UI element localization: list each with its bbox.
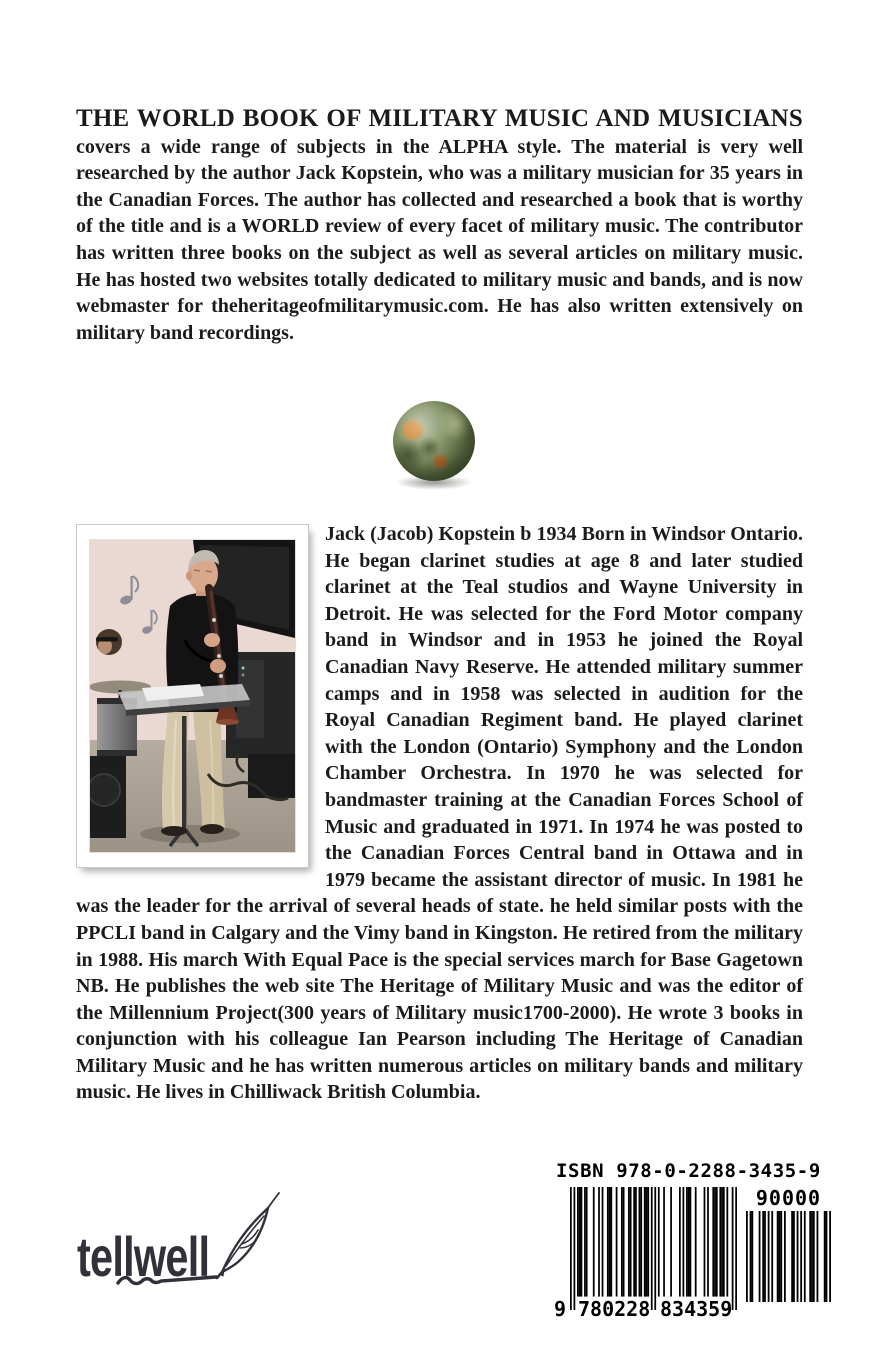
signature-squiggle [116, 1270, 220, 1288]
intro-text: covers a wide range of subjects in the ALPHA style. The material is very well researched by the author Jack Kopstein, who was a military musician for 35 years in the Canadian Forces. The author has collected and researched a book that is worthy of the title and is a WORLD review of every facet of military music. The contributor has written three books on the subject as well as several articles on military music. He has hosted two websites totally dedicated to military music and bands, and is now webmaster for theheritageofmilitarymusic.com. He has also written extensively on military band recordings. [76, 135, 803, 344]
ean5-supplement [746, 1187, 831, 1302]
globe-shadow [395, 475, 473, 490]
quill-feather-icon [214, 1190, 280, 1280]
author-photo-frame [76, 524, 309, 868]
author-photo-illustration [90, 540, 295, 852]
bio-section [76, 521, 803, 1106]
book-title: THE WORLD BOOK OF MILITARY MUSIC AND MUSICIANS [76, 105, 803, 132]
globe-ornament [390, 401, 478, 490]
barcode-block [556, 1160, 832, 1325]
ean5-bars [746, 1211, 831, 1302]
globe-image [393, 401, 475, 481]
supplement-value: 90000 [755, 1186, 822, 1210]
ean13-barcode [556, 1187, 737, 1325]
barcode-row [556, 1187, 832, 1325]
bio-text: Jack (Jacob) Kopstein b 1934 Born in Windsor Ontario. He began clarinet studies at age 8 and later studied clarinet at the Teal studios and Wayne University in Detroit. He was selected for the Ford Motor company band in Windsor and in 1953 he joined the Royal Canadian Navy Reserve. He attended military summer camps and in 1958 was selected in audition for the Royal Canadian Regiment band. He played clarinet with the London (Ontario) Symphony and the London Chamber Orchestra. In 1970 he was selected for bandmaster training at the Canadian Forces School of Music and graduated in 1971. In 1974 he was posted to the Canadian Forces Central band in Ottawa and in 1979 became the assistant director of music. In 1981 he was the leader for the arrival of several heads of state. he held similar posts with the PPCLI band in Calgary and the Vimy band in Kingston. He retired from the military in 1988. His march With Equal Pace is the special services march for Base Gagetown NB. He publishes the web site The Heritage of Military Music and was the editor of the Millennium Project(300 years of Military music1700-2000). He wrote 3 books in conjunction with his colleague Ian Pearson including The Heritage of Canadian Military Music and he has written numerous articles on military bands and military music. He lives in Chilliwack British Columbia. [76, 523, 803, 1104]
barcode-digit-first: 9 [554, 1297, 567, 1321]
barcode-digits-right: 834359 [660, 1297, 733, 1321]
ean13-bars [570, 1187, 737, 1310]
publisher-wordmark: tellwell [77, 1225, 210, 1288]
drummer [96, 629, 122, 655]
barcode-digits-left: 780228 [578, 1297, 651, 1321]
isbn-label: ISBN 978-0-2288-3435-9 [556, 1160, 821, 1182]
intro-paragraph [76, 106, 803, 346]
